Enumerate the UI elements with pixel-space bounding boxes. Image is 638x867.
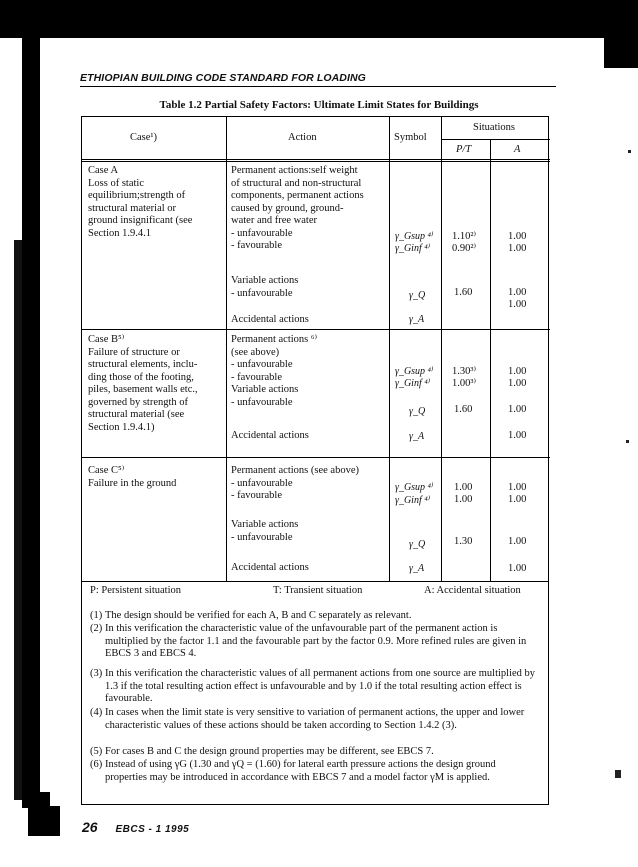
symbol-gamma-q: γ_Q bbox=[409, 406, 426, 417]
legend-persistent: P: Persistent situation bbox=[90, 585, 182, 596]
case-b-line: piles, basement walls etc., bbox=[88, 384, 198, 395]
case-b-description bbox=[88, 334, 198, 434]
symbol-gamma-a: γ_A bbox=[409, 563, 425, 574]
case-b-line: governed by strength of bbox=[88, 396, 189, 408]
scan-bottom-mark bbox=[28, 806, 60, 836]
action-line: Variable actions bbox=[231, 519, 299, 530]
action-line: - unfavourable bbox=[231, 477, 293, 489]
a-value: 1.00 bbox=[508, 563, 527, 574]
scan-right-corner bbox=[604, 38, 638, 68]
action-line: - favourable bbox=[231, 371, 283, 383]
symbol-gamma-a: γ_A bbox=[409, 314, 425, 325]
col-divider bbox=[226, 117, 227, 582]
a-value: 1.00 bbox=[508, 404, 527, 415]
case-a-line: Loss of static bbox=[88, 177, 144, 189]
a-value: 1.00 bbox=[508, 243, 527, 254]
pt-value: 1.30³⁾ bbox=[452, 366, 477, 377]
col-header-a: A bbox=[514, 144, 521, 155]
action-line: Variable actions bbox=[231, 384, 299, 395]
symbol-gamma-gsup: γ_Gsup ⁴⁾ bbox=[395, 231, 434, 242]
col-divider bbox=[389, 117, 390, 582]
footnote-number: (1) bbox=[90, 610, 103, 621]
pt-value: 1.60 bbox=[454, 287, 473, 298]
pt-value: 1.00 bbox=[454, 482, 473, 493]
a-value: 1.00 bbox=[508, 299, 527, 310]
a-value: 1.00 bbox=[508, 482, 527, 493]
header-bottom-rule bbox=[82, 159, 550, 160]
action-line: Permanent actions ⁶⁾ bbox=[231, 334, 318, 345]
action-line: components, permanent actions bbox=[231, 190, 364, 201]
footnote-text: In this verification the characteristic values of all permanent actions from one source are multiplied by 1.3 if the total resulting action effect is unfavourable and by 1.0 if the total resulting action effect is favourable. bbox=[105, 668, 536, 704]
case-c-description bbox=[88, 465, 176, 490]
pt-value: 1.30 bbox=[454, 536, 473, 547]
case-b-line: ding those of the footing, bbox=[88, 371, 194, 383]
a-value: 1.00 bbox=[508, 366, 527, 377]
case-a-line: equilibrium;strength of bbox=[88, 190, 186, 201]
footnote-number: (2) bbox=[90, 623, 103, 634]
symbol-gamma-ginf: γ_Ginf ⁴⁾ bbox=[395, 243, 431, 254]
row-divider bbox=[82, 329, 550, 330]
case-a-line: ground insignificant (see bbox=[88, 215, 193, 226]
legend-transient: T: Transient situation bbox=[273, 585, 363, 596]
case-a-variable-actions bbox=[231, 275, 298, 300]
action-line: - unfavourable bbox=[231, 396, 293, 408]
situations-rule bbox=[441, 139, 550, 140]
col-header-pt: P/T bbox=[456, 144, 472, 155]
case-a-line: Section 1.9.4.1 bbox=[88, 227, 151, 239]
pt-value: 0.90²⁾ bbox=[452, 243, 477, 254]
symbol-gamma-q: γ_Q bbox=[409, 539, 426, 550]
footnote-number: (5) bbox=[90, 746, 103, 757]
page-footer bbox=[82, 819, 189, 835]
footnote-text: Instead of using γG (1.30 and γQ = (1.60) for lateral earth pressure actions the design ground properties may be introduced in accordance with EBCS 7 and a model factor γM is applied. bbox=[105, 759, 496, 783]
case-c-actions bbox=[231, 465, 359, 503]
header-rule bbox=[80, 86, 556, 87]
header-bottom-rule-double bbox=[82, 161, 550, 162]
action-line: - favourable bbox=[231, 240, 283, 251]
case-b-line: structural elements, inclu- bbox=[88, 359, 198, 370]
action-line: - unfavourable bbox=[231, 359, 293, 370]
action-line: water and free water bbox=[231, 215, 317, 226]
action-line: - unfavourable bbox=[231, 287, 293, 299]
footnote bbox=[90, 668, 540, 706]
pt-value: 1.60 bbox=[454, 404, 473, 415]
symbol-gamma-ginf: γ_Ginf ⁴⁾ bbox=[395, 378, 431, 389]
case-c-variable-actions bbox=[231, 519, 298, 544]
footnote-text: In cases when the limit state is very sensitive to variation of permanent actions, the upper and lower characteristic values of these actions should be taken according to Section 1.4.2 (3). bbox=[105, 707, 525, 731]
a-value: 1.00 bbox=[508, 430, 527, 441]
action-line: Variable actions bbox=[231, 275, 299, 286]
pt-value: 1.00³⁾ bbox=[452, 378, 477, 389]
case-a-actions bbox=[231, 165, 364, 253]
table-caption: Table 1.2 Partial Safety Factors: Ultimate Limit States for Buildings bbox=[159, 99, 479, 111]
a-value: 1.00 bbox=[508, 494, 527, 505]
footnote-text: For cases B and C the design ground properties may be different, see EBCS 7. bbox=[105, 746, 434, 757]
footnote-text: The design should be verified for each A, B and C separately as relevant. bbox=[105, 610, 412, 621]
standard-code: EBCS - 1 1995 bbox=[115, 824, 190, 835]
case-c-accidental: Accidental actions bbox=[231, 562, 309, 573]
case-b-line: Section 1.9.4.1) bbox=[88, 421, 155, 433]
case-a-line: structural material or bbox=[88, 202, 177, 214]
footnote-number: (4) bbox=[90, 707, 103, 718]
col-header-action: Action bbox=[288, 132, 317, 143]
a-value: 1.00 bbox=[508, 536, 527, 547]
case-a-accidental: Accidental actions bbox=[231, 314, 309, 325]
footnote-number: (3) bbox=[90, 668, 103, 679]
footnote bbox=[90, 746, 540, 759]
scan-left-edge bbox=[14, 240, 22, 800]
document-header: ETHIOPIAN BUILDING CODE STANDARD FOR LOADING bbox=[80, 72, 366, 84]
symbol-gamma-a: γ_A bbox=[409, 431, 425, 442]
col-header-case: Case¹) bbox=[130, 132, 158, 143]
footnote-number: (6) bbox=[90, 759, 103, 770]
action-line: Permanent actions:self weight bbox=[231, 165, 358, 176]
col-divider bbox=[490, 139, 491, 582]
a-value: 1.00 bbox=[508, 231, 527, 242]
footnote bbox=[90, 759, 540, 784]
footnote bbox=[90, 610, 540, 623]
scan-speck bbox=[626, 440, 629, 443]
page-number: 26 bbox=[82, 819, 98, 835]
symbol-gamma-gsup: γ_Gsup ⁴⁾ bbox=[395, 366, 434, 377]
action-line: (see above) bbox=[231, 346, 280, 358]
action-line: Permanent actions (see above) bbox=[231, 465, 359, 476]
a-value: 1.00 bbox=[508, 287, 527, 298]
case-b-actions bbox=[231, 334, 317, 409]
action-line: - unfavourable bbox=[231, 531, 293, 543]
scan-bottom-mark-top bbox=[36, 792, 50, 806]
case-b-line: Failure of structure or bbox=[88, 346, 180, 358]
scan-left-border bbox=[22, 38, 40, 808]
case-b-accidental: Accidental actions bbox=[231, 430, 309, 441]
scan-speck bbox=[628, 150, 631, 153]
a-value: 1.00 bbox=[508, 378, 527, 389]
symbol-gamma-ginf: γ_Ginf ⁴⁾ bbox=[395, 495, 431, 506]
action-line: caused by ground, ground- bbox=[231, 202, 344, 214]
safety-factor-table bbox=[81, 116, 549, 582]
case-b-line: Case B⁵⁾ bbox=[88, 334, 125, 345]
footnote-text: In this verification the characteristic value of the unfavourable part of the permanent action is multiplied by the factor 1.1 and the favourable part by the factor 0.9. More refined rules are given in EBCS 3 and EBCS 4. bbox=[105, 623, 527, 659]
footnote bbox=[90, 623, 540, 661]
row-divider bbox=[82, 457, 550, 458]
pt-value: 1.00 bbox=[454, 494, 473, 505]
footnote bbox=[90, 707, 540, 732]
scan-speck bbox=[615, 770, 621, 778]
col-header-situations: Situations bbox=[473, 122, 516, 133]
legend-accidental: A: Accidental situation bbox=[424, 585, 521, 596]
col-header-symbol: Symbol bbox=[394, 132, 427, 143]
action-line: - favourable bbox=[231, 490, 283, 501]
symbol-gamma-gsup: γ_Gsup ⁴⁾ bbox=[395, 482, 434, 493]
pt-value: 1.10²⁾ bbox=[452, 231, 477, 242]
case-a-description bbox=[88, 165, 192, 240]
action-line: - unfavourable bbox=[231, 227, 293, 239]
col-divider bbox=[441, 117, 442, 582]
case-b-line: structural material (see bbox=[88, 409, 185, 420]
case-a-line: Case A bbox=[88, 165, 119, 176]
case-c-line: Failure in the ground bbox=[88, 477, 177, 489]
scan-top-border bbox=[0, 0, 638, 38]
case-c-line: Case C⁵⁾ bbox=[88, 465, 125, 476]
action-line: of structural and non-structural bbox=[231, 177, 362, 189]
symbol-gamma-q: γ_Q bbox=[409, 290, 426, 301]
